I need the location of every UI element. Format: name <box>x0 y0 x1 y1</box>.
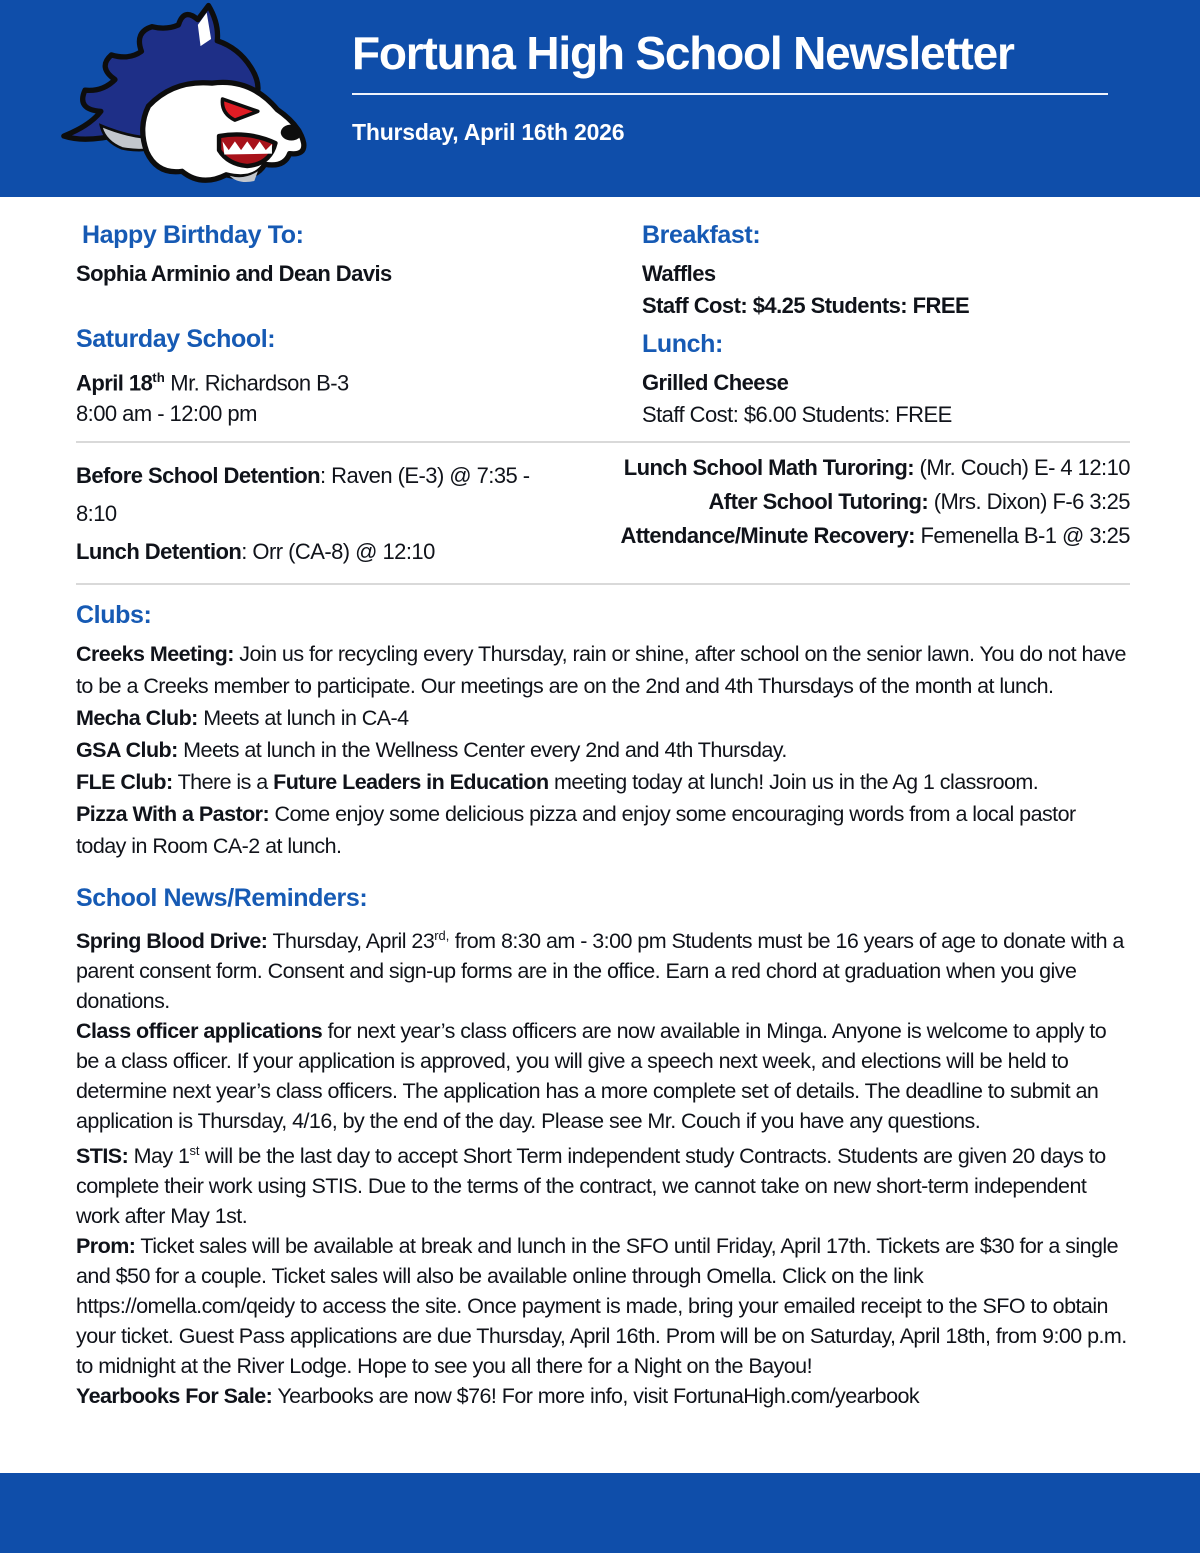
tutoring-label: Lunch School Math Turoring: <box>623 455 914 480</box>
breakfast-heading: Breakfast: <box>642 221 761 249</box>
footer-bar <box>0 1473 1200 1553</box>
news-item: Spring Blood Drive: Thursday, April $23^{rd,}$ from 8:30 am - 3:00 pm Students must be 16 years of age to donate with a parent consent form. Consent and sign-up forms are in the office. Earn a red chord at graduation when you give donations. <box>76 928 1124 1014</box>
header-banner <box>0 0 1200 197</box>
detention-tutoring-grid <box>76 443 1130 571</box>
tutoring-line <box>571 519 1130 553</box>
saturday-school-time: 8:00 am - 12:00 pm <box>76 401 257 427</box>
header-text <box>352 28 1112 146</box>
left-top-column <box>76 221 642 431</box>
clubs-heading: Clubs: <box>76 601 152 629</box>
header-date: Thursday, April 16th 2026 <box>352 118 625 145</box>
divider-bottom <box>76 583 1130 585</box>
saturday-school-date: April 18 <box>76 370 153 396</box>
lunch-block <box>642 330 1130 431</box>
saturday-school-block <box>76 325 642 429</box>
tutoring-value: (Mrs. Dixon) F-6 3:25 <box>928 489 1130 514</box>
news-heading: School News/Reminders: <box>76 884 368 912</box>
detention-block <box>76 443 571 571</box>
lunch-heading: Lunch: <box>642 330 723 358</box>
saturday-school-detail <box>76 362 642 398</box>
news-label: Prom: <box>76 1234 136 1259</box>
tutoring-label: After School Tutoring: <box>708 489 929 514</box>
news-label: Class officer applications <box>76 1019 323 1044</box>
club-item: Mecha Club: Meets at lunch in CA-4 <box>76 706 409 730</box>
content <box>0 197 1200 1411</box>
tutoring-line <box>571 451 1130 485</box>
news-label: Spring Blood Drive: <box>76 929 268 954</box>
detention-label: Before School Detention <box>76 463 321 488</box>
club-item: GSA Club: Meets at lunch in the Wellness Center every 2nd and 4th Thursday. <box>76 738 787 762</box>
right-top-column <box>642 221 1130 431</box>
detention-value: : Raven (E-3) @ 7:35 - 8:10 <box>76 463 530 526</box>
news-item: Yearbooks For Sale: Yearbooks are now $76! For more info, visit FortunaHigh.com/yearbook <box>76 1384 920 1409</box>
page-title: Fortuna High School Newsletter <box>352 27 1014 79</box>
birthday-names: Sophia Arminio and Dean Davis <box>76 261 392 286</box>
tutoring-block <box>571 443 1130 571</box>
club-item: FLE Club: There is a Future Leaders in Education meeting today at lunch! Join us in the Ag 1 classroom. <box>76 770 1039 794</box>
title-divider <box>352 93 1108 95</box>
news-item: STIS: May 1st will be the last day to accept Short Term independent study Contracts. Students are given 20 days to complete their work using STIS. Due to the terms of the contract, we cannot take on new short-term independent work after May 1st. <box>76 1143 1106 1229</box>
wolf-logo <box>48 2 316 196</box>
club-label: Pizza With a Pastor: <box>76 802 270 826</box>
tutoring-value: Femenella B-1 @ 3:25 <box>914 523 1130 548</box>
breakfast-cost: Staff Cost: $4.25 Students: FREE <box>642 293 970 318</box>
news-item: Prom: Ticket sales will be available at break and lunch in the SFO until Friday, April 17th. Tickets are $30 for a single and $50 for a couple. Ticket sales will also be available online through Omella. Click on the link https://omella.com/qeidy to access the site. Once payment is made, bring your emailed receipt to the SFO to obtain your ticket. Guest Pass applications are due Thursday, April 16th. Prom will be on Saturday, April 18th, from 9:00 p.m. to midnight at the River Lodge. Hope to see you all there for a Night on the Bayou! <box>76 1234 1127 1379</box>
saturday-school-teacher: Mr. Richardson B-3 <box>164 370 349 396</box>
detention-line <box>76 533 571 571</box>
club-item: Creeks Meeting: Join us for recycling every Thursday, rain or shine, after school on the senior lawn. You do not have to be a Creeks member to participate. Our meetings are on the 2nd and 4th Thursdays of the month at lunch. <box>76 642 1126 698</box>
breakfast-item: Waffles <box>642 261 716 286</box>
tutoring-line <box>571 485 1130 519</box>
saturday-school-date-ordinal: th <box>152 370 165 385</box>
detention-line <box>76 457 571 533</box>
clubs-section <box>76 601 1130 862</box>
tutoring-label: Attendance/Minute Recovery: <box>620 523 915 548</box>
detention-label: Lunch Detention <box>76 539 242 564</box>
club-label: GSA Club: <box>76 738 178 762</box>
club-item: Pizza With a Pastor: Come enjoy some delicious pizza and enjoy some encouraging words from a local pastor today in Room CA-2 at lunch. <box>76 802 1076 858</box>
news-label: STIS: <box>76 1144 129 1169</box>
breakfast-block <box>642 221 1130 322</box>
club-label: Creeks Meeting: <box>76 642 234 666</box>
tutoring-value: (Mr. Couch) E- 4 12:10 <box>913 455 1130 480</box>
lunch-cost: Staff Cost: $6.00 Students: FREE <box>642 402 952 427</box>
detention-value: : Orr (CA-8) @ 12:10 <box>241 539 435 564</box>
birthday-block <box>76 221 642 289</box>
top-info-grid <box>76 221 1130 431</box>
wolf-mascot-icon <box>48 2 316 196</box>
lunch-item: Grilled Cheese <box>642 370 789 395</box>
birthday-heading: Happy Birthday To: <box>82 221 304 249</box>
news-label: Yearbooks For Sale: <box>76 1384 273 1409</box>
club-label: Mecha Club: <box>76 706 198 730</box>
saturday-school-heading: Saturday School: <box>76 325 276 353</box>
news-section <box>76 884 1130 1411</box>
club-label: FLE Club: <box>76 770 173 794</box>
news-item: Class officer applications for next year’s class officers are now available in Minga. Anyone is welcome to apply to be a class officer. If your application is approved, you will give a speech next week, and elections will be held to determine next year’s class officers. The application has a more complete set of details. The deadline to submit an application is Thursday, 4/16, by the end of the day. Please see Mr. Couch if you have any questions. <box>76 1019 1107 1134</box>
